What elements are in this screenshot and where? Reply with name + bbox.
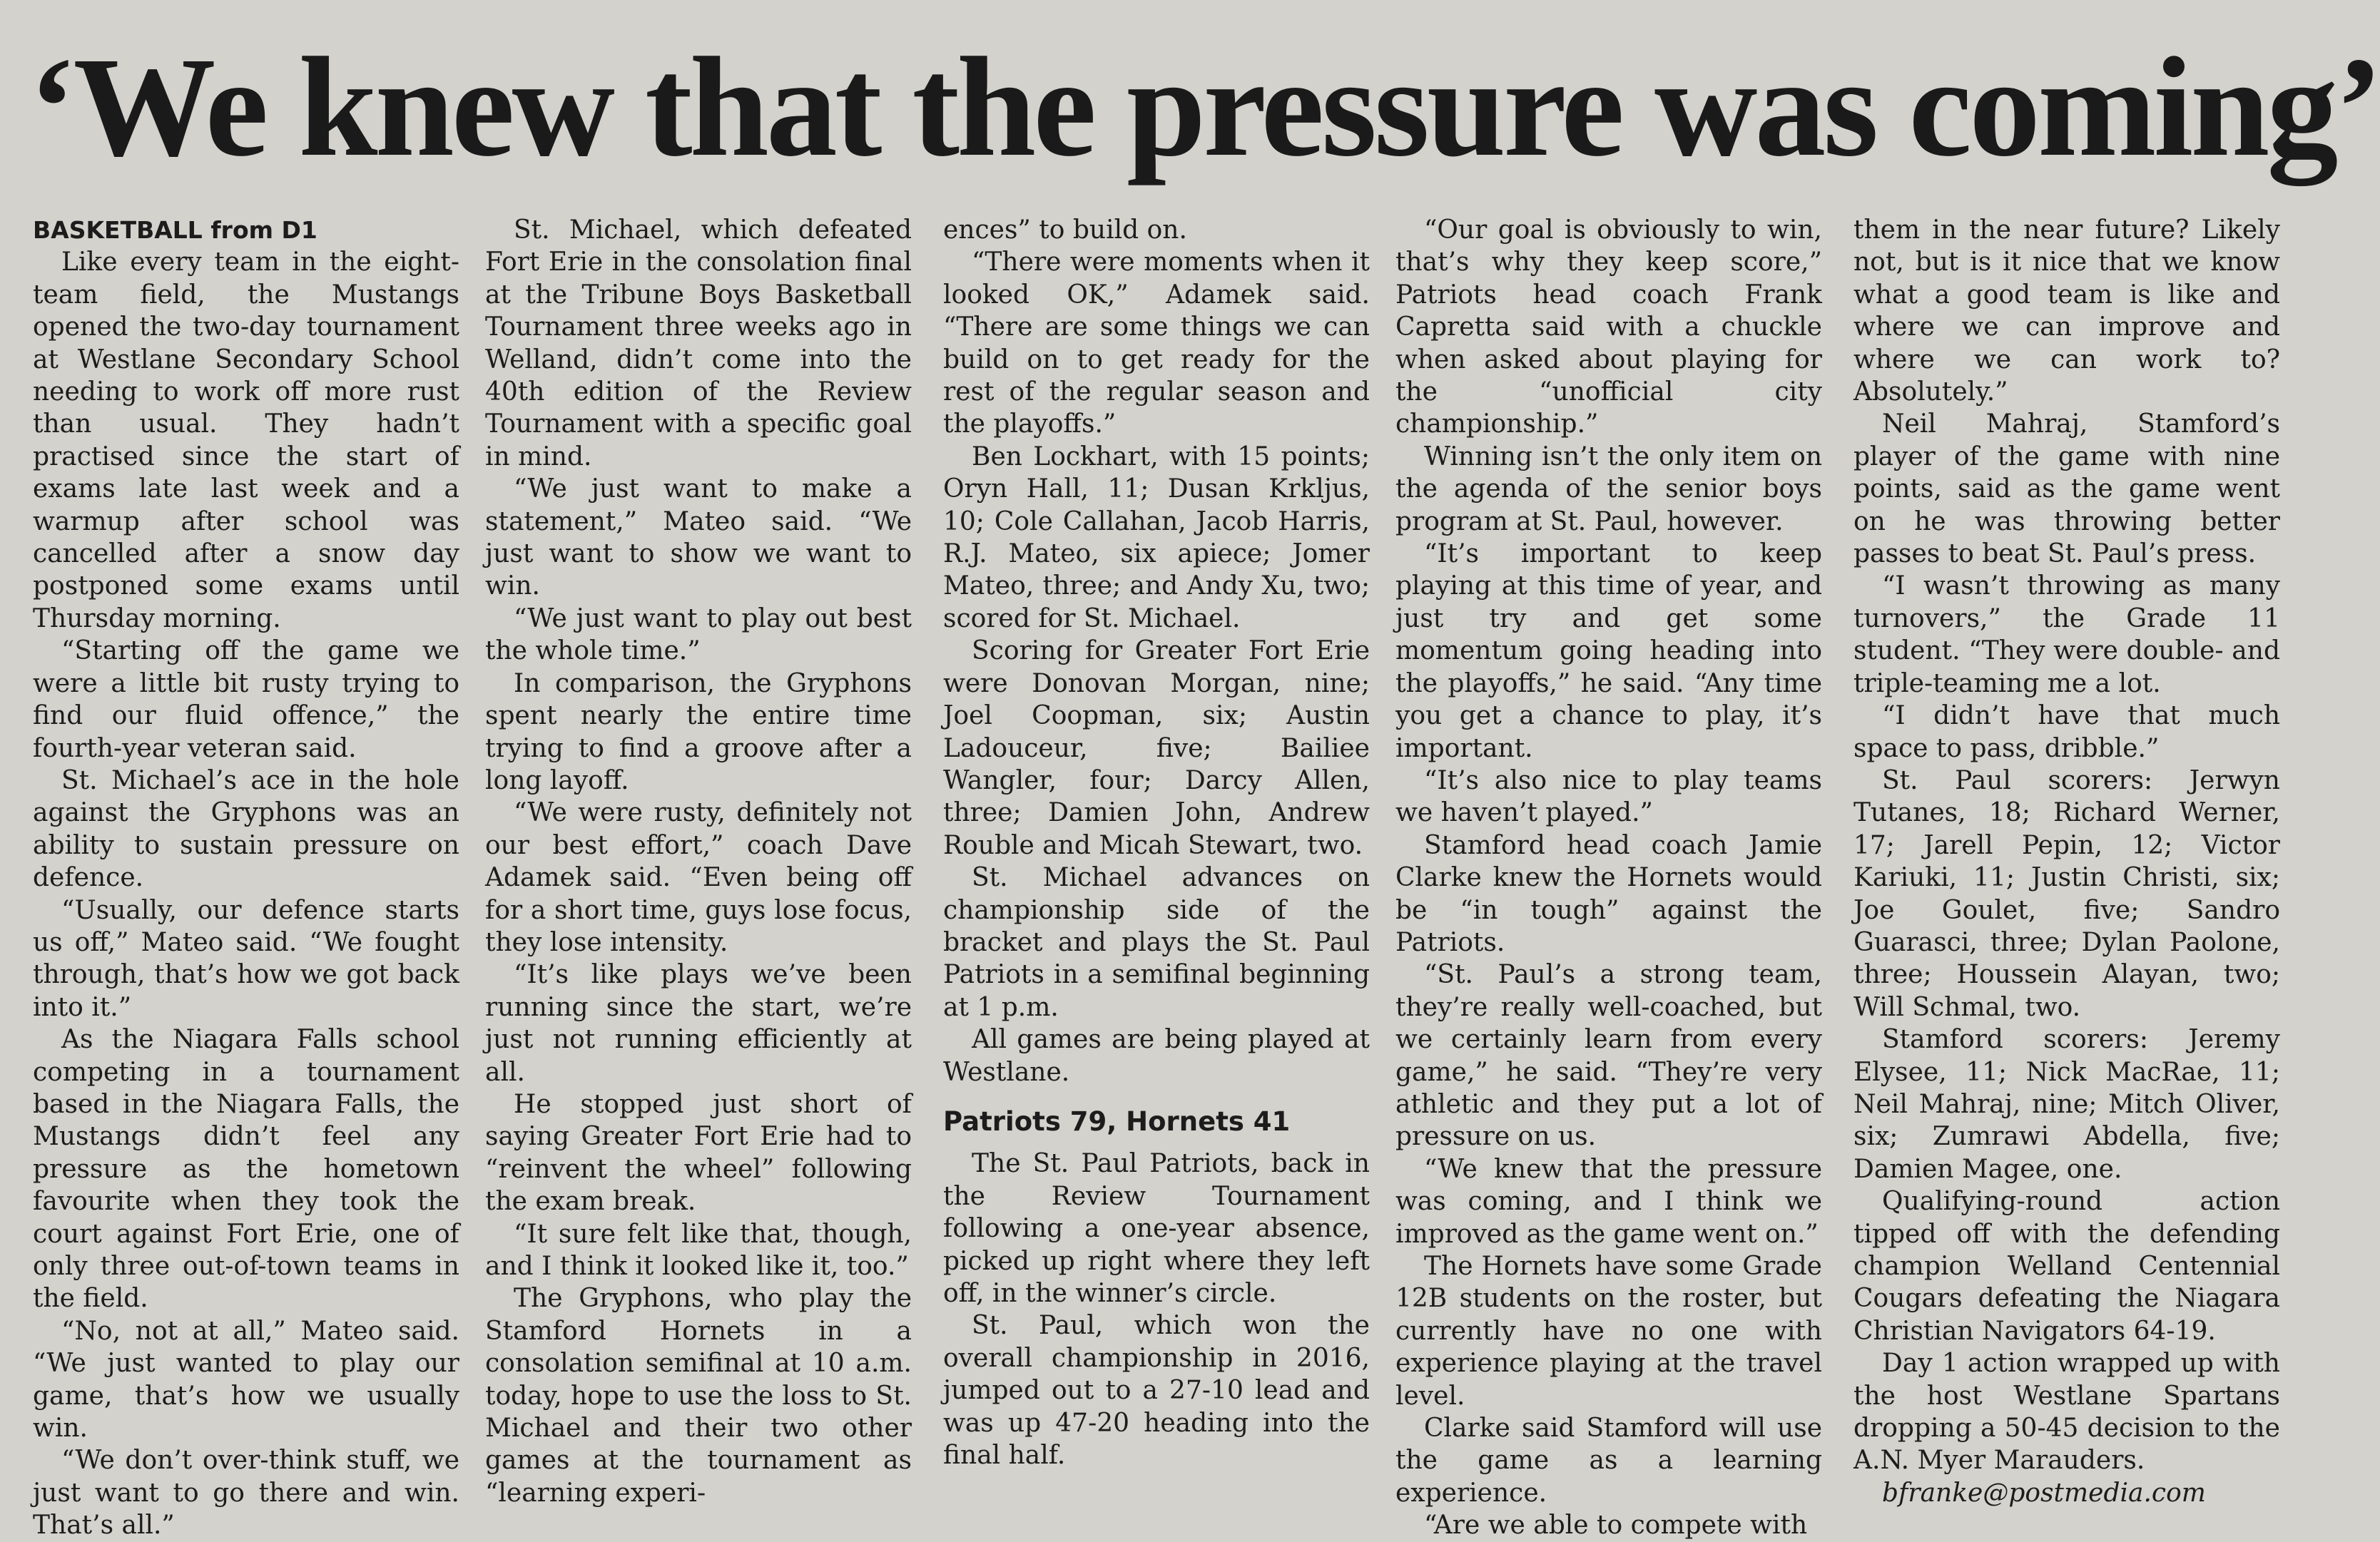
paragraph: them in the near future? Likely not, but is it nice that we know what a good team is like and where we can improve and where we can work to? Absolutely.” xyxy=(1853,215,2280,407)
paragraph: He stopped just short of saying Greater Fort Erie had to “reinvent the wheel” following the exam break. xyxy=(485,1089,912,1217)
paragraph: As the Niagara Falls school competing in a tournament based in the Niagara Falls, the Mustangs didn’t feel any pressure as the hometown favourite when they took the court against Fort Erie, one of only three out-of-town teams in the field. xyxy=(33,1025,459,1314)
paragraph: “No, not at all,” Mateo said. “We just wanted to play our game, that’s how we usually win. xyxy=(33,1316,459,1444)
paragraph: St. Michael’s ace in the hole against the Gryphons was an ability to sustain pressure on defence. xyxy=(33,765,459,893)
paragraph: “It’s important to keep playing at this time of year, and just try and get some momentum going heading into the playoffs,” he said. “Any time you get a chance to play, it’s important. xyxy=(1395,539,1822,763)
paragraph: Stamford head coach Jamie Clarke knew the Hornets would be “in tough” against the Patriots. xyxy=(1395,830,1822,957)
column-4 xyxy=(1395,214,1822,1541)
paragraph: “I wasn’t throwing as many turnovers,” the Grade 11 student. “They were double- and triple-teaming me a lot. xyxy=(1853,571,2280,698)
paragraph: All games are being played at Westlane. xyxy=(943,1025,1370,1087)
paragraph: Ben Lockhart, with 15 points; Oryn Hall, 11; Dusan Krkljus, 10; Cole Callahan, Jacob Harris, R.J. Mateo, six apiece; Jomer Mateo, three; and Andy Xu, two; scored for St. Michael. xyxy=(943,441,1370,633)
kicker: BASKETBALL from D1 xyxy=(33,216,317,244)
paragraph: In comparison, the Gryphons spent nearly the entire time trying to find a groove after a long layoff. xyxy=(485,668,912,795)
subhead: Patriots 79, Hornets 41 xyxy=(943,1106,1291,1137)
paragraph: St. Paul, which won the overall championship in 2016, jumped out to a 27-10 lead and was up 47-20 heading into the final half. xyxy=(943,1311,1370,1471)
paragraph: Like every team in the eight-team field, the Mustangs opened the two-day tournament at Westlane Secondary School needing to work off more rust than usual. They hadn’t practised since the start of exams late last week and a warmup after school was cancelled after a snow day postponed some exams until Thursday morning. xyxy=(33,247,459,633)
paragraph: ences” to build on. xyxy=(943,215,1187,245)
column-3 xyxy=(943,214,1370,1469)
paragraph: “Are we able to compete with xyxy=(1424,1511,1808,1541)
paragraph: Qualifying-round action tipped off with the defending champion Welland Centennial Cougars defeating the Niagara Christian Navigators 64-19. xyxy=(1853,1187,2280,1346)
column-5 xyxy=(1853,214,2280,1508)
paragraph: St. Paul scorers: Jerwyn Tutanes, 18; Richard Werner, 17; Jarell Pepin, 12; Victor Kariuki, 11; Justin Christi, six; Joe Goulet, five; Sandro Guarasci, three; Dylan Paolone, three; Houssein Alayan, two; Will Schmal, two. xyxy=(1853,765,2280,1022)
paragraph: Winning isn’t the only item on the agenda of the senior boys program at St. Paul, however. xyxy=(1395,441,1822,536)
paragraph: “We knew that the pressure was coming, and I think we improved as the game went on.” xyxy=(1395,1154,1822,1249)
paragraph: Scoring for Greater Fort Erie were Donovan Morgan, nine; Joel Coopman, six; Austin Ladouceur, five; Bailiee Wangler, four; Darcy Allen, three; Damien John, Andrew Rouble and Micah Stewart, two. xyxy=(943,636,1370,860)
paragraph: The St. Paul Patriots, back in the Review Tournament following a one-year absence, picked up right where they left off, in the winner’s circle. xyxy=(943,1149,1370,1308)
paragraph: “Usually, our defence starts us off,” Mateo said. “We fought through, that’s how we got back into it.” xyxy=(33,895,459,1022)
paragraph: “Our goal is obviously to win, that’s why they keep score,” Patriots head coach Frank Capretta said with a chuckle when asked about playing for the “unofficial city championship.” xyxy=(1395,215,1822,439)
paragraph: “We don’t over-think stuff, we just want to go there and win. That’s all.” xyxy=(33,1446,459,1541)
paragraph: “It’s also nice to play teams we haven’t played.” xyxy=(1395,765,1822,828)
paragraph: Clarke said Stamford will use the game as a learning experience. xyxy=(1395,1414,1822,1508)
paragraph: Neil Mahraj, Stamford’s player of the game with nine points, said as the game went on he was throwing better passes to beat St. Paul’s press. xyxy=(1853,409,2280,569)
paragraph: St. Michael, which defeated Fort Erie in the consolation final at the Tribune Boys Basketball Tournament three weeks ago in Welland, didn’t come into the 40th edition of the Review Tournament with a specific goal in mind. xyxy=(485,215,912,471)
paragraph: “We were rusty, definitely not our best effort,” coach Dave Adamek said. “Even being off for a short time, guys lose focus, they lose intensity. xyxy=(485,798,912,957)
paragraph: “It’s like plays we’ve been running since the start, we’re just not running efficiently at all. xyxy=(485,960,912,1087)
paragraph: “It sure felt like that, though, and I think it looked like it, too.” xyxy=(485,1219,912,1281)
headline: ‘We knew that the pressure was coming’ xyxy=(29,29,2380,186)
paragraph: Day 1 action wrapped up with the host Westlane Spartans dropping a 50-45 decision to the A.N. Myer Marauders. xyxy=(1853,1349,2280,1476)
paragraph: Stamford scorers: Jeremy Elysee, 11; Nick MacRae, 11; Neil Mahraj, nine; Mitch Oliver, six; Zumrawi Abdella, five; Damien Magee, one. xyxy=(1853,1025,2280,1184)
paragraph: The Hornets have some Grade 12B students on the roster, but currently have no one with experience playing at the travel level. xyxy=(1395,1252,1822,1411)
paragraph: “St. Paul’s a strong team, they’re really well-coached, but we certainly learn from every game,” he said. “They’re very athletic and they put a lot of pressure on us. xyxy=(1395,960,1822,1152)
column-2 xyxy=(485,214,912,1508)
column-1 xyxy=(33,214,459,1541)
paragraph: “Starting off the game we were a little bit rusty trying to find our fluid offence,” the fourth-year veteran said. xyxy=(33,636,459,763)
byline: bfranke@postmedia.com xyxy=(1882,1478,2206,1508)
paragraph: “I didn’t have that much space to pass, dribble.” xyxy=(1853,701,2280,763)
paragraph: “We just want to make a statement,” Mateo said. “We just want to show we want to win. xyxy=(485,474,912,601)
paragraph: “There were moments when it looked OK,” Adamek said. “There are some things we can build on to get ready for the rest of the regular season and the playoffs.” xyxy=(943,247,1370,439)
paragraph: St. Michael advances on championship side of the bracket and plays the St. Paul Patriots in a semifinal beginning at 1 p.m. xyxy=(943,863,1370,1022)
paragraph: The Gryphons, who play the Stamford Hornets in a consolation semifinal at 10 a.m. today, hope to use the loss to St. Michael and their two other games at the tournament as “learning experi- xyxy=(485,1284,912,1508)
paragraph: “We just want to play out best the whole time.” xyxy=(485,603,912,666)
